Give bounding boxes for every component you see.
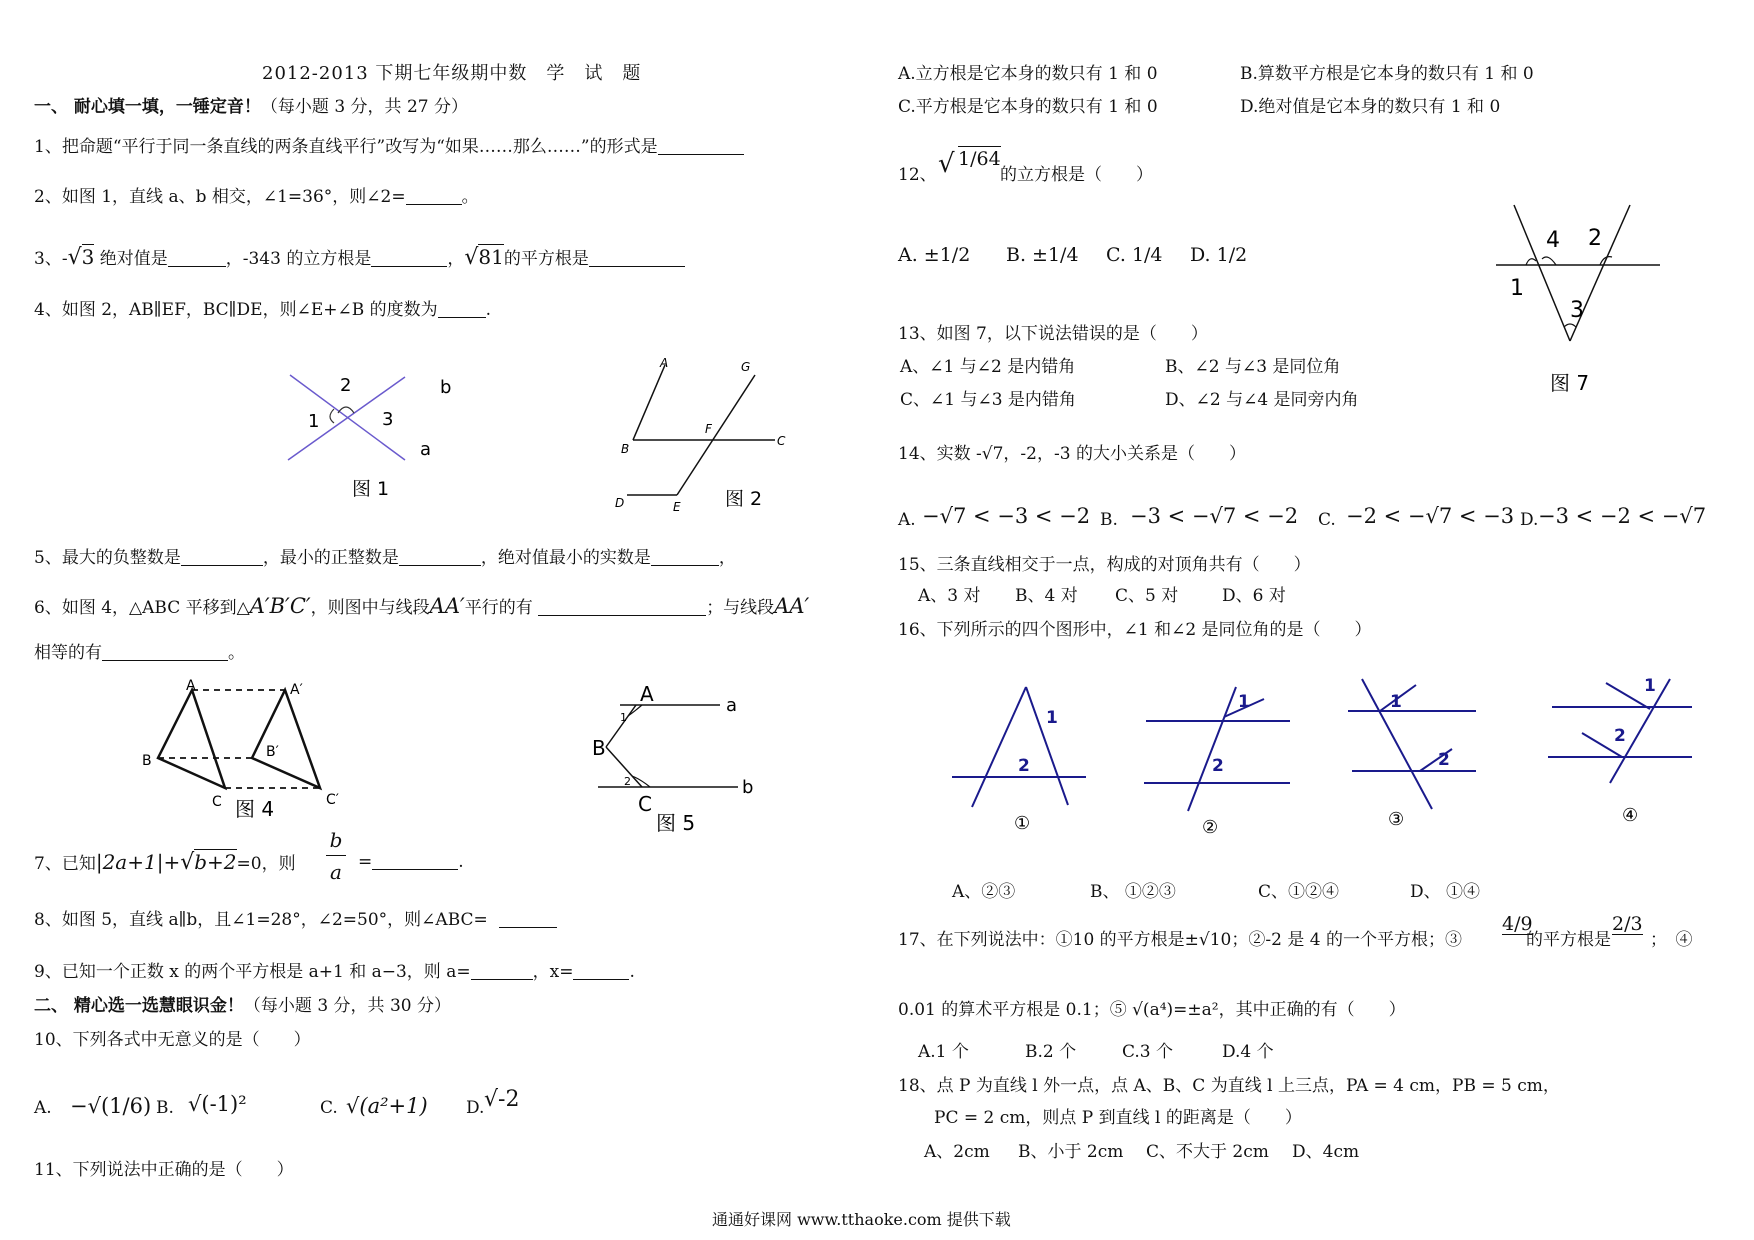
label-A: A <box>640 682 654 706</box>
q10-option-a-label: A. <box>34 1098 52 1118</box>
question-8 <box>34 910 557 930</box>
answer-blank <box>651 549 719 566</box>
question-13-stem: 13、如图 7，以下说法错误的是（ ） <box>898 324 1208 344</box>
q13-option-a: A、∠1 与∠2 是内错角 <box>900 357 1076 377</box>
q10-option-b-label: B. <box>156 1098 174 1118</box>
fraction: 4/9 <box>1502 913 1533 935</box>
fraction: 2/3 <box>1612 913 1643 935</box>
question-2-text: 2、如图 1，直线 a、b 相交，∠1=36°，则∠2= <box>34 187 406 207</box>
q17-option-d: D.4 个 <box>1222 1042 1274 1062</box>
q14-option-c-expr: −2 < −√7 < −3 <box>1346 504 1515 528</box>
q14-option-d-expr: −3 < −2 < −√7 <box>1538 504 1707 528</box>
question-7-part: =0，则 <box>236 854 296 874</box>
label-2: 2 <box>1018 756 1030 776</box>
q10-option-d-expr: √-2 <box>484 1087 520 1112</box>
question-4-text: 4、如图 2，AB∥EF，BC∥DE，则∠E+∠B 的度数为 <box>34 300 438 320</box>
answer-blank <box>399 549 481 566</box>
line <box>1026 687 1068 805</box>
q11-option-b: B.算数平方根是它本身的数只有 1 和 0 <box>1240 64 1534 84</box>
label-F: F <box>705 422 712 436</box>
label-B-prime: B′ <box>266 744 279 760</box>
label-a: a <box>420 439 432 460</box>
q10-option-c-label: C. <box>320 1098 338 1118</box>
label-E: E <box>673 500 681 514</box>
label-2: 2 <box>1438 750 1450 770</box>
q11-option-c: C.平方根是它本身的数只有 1 和 0 <box>898 97 1158 117</box>
label-B: B <box>621 442 630 456</box>
q15-option-c: C、5 对 <box>1115 586 1179 606</box>
sqrt-sign: √ <box>464 245 479 270</box>
q15-option-d: D、6 对 <box>1222 586 1286 606</box>
question-17-part: ； ④ <box>1650 930 1693 950</box>
question-14-stem: 14、实数 -√7，-2，-3 的大小关系是（ ） <box>898 444 1246 464</box>
section-2-note: （每小题 3 分，共 30 分） <box>243 996 451 1016</box>
label-C-prime: C′ <box>326 792 339 808</box>
question-3-part: ，-343 的立方根是 <box>225 249 372 269</box>
label-3: 3 <box>1570 298 1584 323</box>
sqrt-sign: √ <box>938 149 955 179</box>
angle-4-arc <box>1542 257 1556 265</box>
label-a: a <box>726 695 738 716</box>
figure-7 <box>1490 195 1680 400</box>
answer-blank <box>499 911 557 928</box>
q15-option-a: A、3 对 <box>918 586 981 606</box>
question-6-part: 相等的有 <box>34 643 102 663</box>
figure-2 <box>605 355 805 520</box>
question-5 <box>34 548 736 568</box>
question-1-text: 1、把命题“平行于同一条直线的两条直线平行”改写为“如果……那么……”的形式是 <box>34 137 658 157</box>
label-C: C <box>212 794 222 810</box>
left-line <box>1514 205 1570 341</box>
answer-blank <box>438 301 486 318</box>
question-9-part: 9、已知一个正数 x 的两个平方根是 a+1 和 a−3，则 a= <box>34 962 471 982</box>
answer-blank <box>371 250 447 267</box>
label-b: b <box>742 777 754 798</box>
question-3-part: 3、- <box>34 249 68 269</box>
radicand: 3 <box>81 245 95 269</box>
question-4: 4、如图 2，AB∥EF，BC∥DE，则∠E+∠B 的度数为 . <box>34 300 492 320</box>
q15-option-b: B、4 对 <box>1015 586 1078 606</box>
label-2: 2 <box>1212 756 1224 776</box>
question-6-part: 平行的有 <box>464 598 533 618</box>
question-5-part: ，最小的正整数是 <box>262 548 399 568</box>
figure-4 <box>140 680 380 820</box>
q14-option-b-label: B. <box>1100 510 1118 530</box>
question-1 <box>34 137 744 157</box>
q12-option-d: D. 1/2 <box>1190 244 1248 266</box>
label-1: 1 <box>620 711 627 724</box>
label-A-prime: A′ <box>290 682 303 698</box>
q16-option-d: D、 ①④ <box>1410 882 1481 902</box>
question-8-text: 8、如图 5，直线 a∥b，且∠1=28°，∠2=50°，则∠ABC= <box>34 910 488 930</box>
section-1-note: （每小题 3 分，共 27 分） <box>260 97 468 117</box>
caption-1: ① <box>1014 813 1031 834</box>
subfigure-1 <box>952 687 1086 834</box>
label-2: 2 <box>340 375 352 396</box>
question-9-part: ，x= <box>532 962 574 982</box>
question-3-part: ， <box>447 249 465 269</box>
figure-7-caption: 图 7 <box>1550 371 1590 395</box>
figure-5 <box>580 675 780 840</box>
q16-option-b: B、 ①②③ <box>1090 882 1176 902</box>
sqrt-sign: √ <box>180 850 195 875</box>
question-3 <box>34 247 685 269</box>
question-9 <box>34 962 635 982</box>
label-B: B <box>142 753 152 769</box>
subfigure-2 <box>1144 687 1290 838</box>
question-5-part: 5、最大的负整数是 <box>34 548 181 568</box>
q13-option-c: C、∠1 与∠3 是内错角 <box>900 390 1076 410</box>
math-expr: |2a+1| <box>95 850 164 874</box>
question-10-stem: 10、下列各式中无意义的是（ ） <box>34 1030 311 1050</box>
math-expr: AA′ <box>429 594 465 618</box>
caption-4: ④ <box>1622 805 1639 826</box>
question-7-answer: = . <box>358 852 464 872</box>
section-2-title: 二、 精心选一选慧眼识金！ <box>34 996 244 1016</box>
question-17-part: 17、在下列说法中：①10 的平方根是±√10；②-2 是 4 的一个平方根；③ <box>898 930 1462 950</box>
q11-option-a: A.立方根是它本身的数只有 1 和 0 <box>898 64 1158 84</box>
q13-option-d: D、∠2 与∠4 是同旁内角 <box>1165 390 1359 410</box>
q17-option-a: A.1 个 <box>918 1042 969 1062</box>
question-6 <box>34 596 809 618</box>
question-9-part: . <box>629 962 635 982</box>
question-16-stem: 16、下列所示的四个图形中，∠1 和∠2 是同位角的是（ ） <box>898 620 1372 640</box>
label-3: 3 <box>382 409 394 430</box>
radicand: 81 <box>478 245 504 269</box>
q18-option-b: B、小于 2cm <box>1018 1142 1124 1162</box>
q12-option-b: B. ±1/4 <box>1006 244 1079 266</box>
question-17-part: 的平方根是 <box>1526 930 1611 950</box>
figure-1 <box>270 365 470 505</box>
question-7-part: = <box>358 852 373 872</box>
section-1-heading <box>34 97 468 117</box>
question-5-part: ，绝对值最小的实数是 <box>480 548 651 568</box>
label-D: D <box>615 496 625 510</box>
label-1: 1 <box>1238 692 1250 712</box>
caption-2: ② <box>1202 817 1219 838</box>
label-1: 1 <box>1510 276 1524 301</box>
answer-blank <box>168 250 226 267</box>
q16-option-c: C、①②④ <box>1258 882 1340 902</box>
q14-option-c-label: C. <box>1318 510 1336 530</box>
question-12-label: 12、 <box>898 165 937 185</box>
question-15-stem: 15、三条直线相交于一点，构成的对顶角共有（ ） <box>898 555 1311 575</box>
question-17 <box>898 930 1462 950</box>
q14-option-d-label: D. <box>1520 510 1539 530</box>
figure-4-caption: 图 4 <box>235 797 275 821</box>
triangle-a2b2c2 <box>252 690 320 788</box>
label-2: 2 <box>1614 726 1626 746</box>
question-6-part: 。 <box>228 643 245 663</box>
q14-option-a-label: A. <box>898 510 916 530</box>
q10-option-b-expr: √(-1)² <box>188 1092 247 1116</box>
fraction-numerator: b <box>329 828 343 852</box>
fraction-bar <box>326 855 346 856</box>
page-title: 2012-2013 下期七年级期中数 学 试 题 <box>262 63 642 84</box>
question-12-text: 的立方根是（ ） <box>1000 165 1153 185</box>
question-6-part: ；与线段 <box>706 598 775 618</box>
question-6-part: ，则图中与线段 <box>310 598 430 618</box>
label-A: A <box>186 678 196 694</box>
q10-option-a-expr: −√(1/6) <box>70 1094 152 1118</box>
label-G: G <box>741 360 751 374</box>
triangle-abc <box>158 690 225 788</box>
caption-3: ③ <box>1388 809 1405 830</box>
answer-blank <box>573 963 629 980</box>
q18-option-a: A、2cm <box>924 1142 990 1162</box>
answer-blank <box>538 599 706 616</box>
q17-option-b: B.2 个 <box>1025 1042 1077 1062</box>
figure-2-caption: 图 2 <box>725 488 763 510</box>
label-1: 1 <box>1390 692 1402 712</box>
angle-arc <box>330 409 334 423</box>
label-1: 1 <box>308 411 320 432</box>
answer-blank <box>372 853 458 870</box>
question-7-part: 7、已知 <box>34 854 96 874</box>
q10-option-c-expr: √(a²+1) <box>346 1094 428 1118</box>
answer-blank <box>471 963 533 980</box>
question-18-line2: PC = 2 cm，则点 P 到直线 l 的距离是（ ） <box>934 1108 1302 1128</box>
line-ge <box>677 375 755 495</box>
q12-option-a: A. ±1/2 <box>898 244 971 266</box>
math-expr: A′B′C′ <box>249 594 311 618</box>
label-2: 2 <box>624 775 631 788</box>
angle-1-arc <box>1526 259 1536 265</box>
q13-option-b: B、∠2 与∠3 是同位角 <box>1165 357 1341 377</box>
q12-option-c: C. 1/4 <box>1106 244 1163 266</box>
label-1: 1 <box>1644 676 1656 696</box>
label-A: A <box>660 356 669 370</box>
question-2: 2、如图 1，直线 a、b 相交，∠1=36°，则∠2= 。 <box>34 187 479 207</box>
question-7 <box>34 848 296 878</box>
q18-option-d: D、4cm <box>1292 1142 1360 1162</box>
math-expr: + <box>163 850 181 874</box>
q14-option-a-expr: −√7 < −3 < −2 <box>922 504 1091 528</box>
q11-option-d: D.绝对值是它本身的数只有 1 和 0 <box>1240 97 1501 117</box>
line <box>1188 687 1236 811</box>
q14-option-b-expr: −3 < −√7 < −2 <box>1130 504 1299 528</box>
label-1: 1 <box>1046 708 1058 728</box>
sqrt-sign: √ <box>67 245 82 270</box>
question-11-stem: 11、下列说法中正确的是（ ） <box>34 1160 294 1180</box>
label-C: C <box>638 792 652 816</box>
question-6-part: 6、如图 4，△ABC 平移到△ <box>34 598 250 618</box>
question-18-line1: 18、点 P 为直线 l 外一点，点 A、B、C 为直线 l 上三点，PA = 4 cm，PB = 5 cm， <box>898 1076 1560 1096</box>
label-C: C <box>777 434 786 448</box>
question-6-line2 <box>34 643 245 663</box>
question-3-part: 绝对值是 <box>99 249 168 269</box>
section-2-heading <box>34 996 451 1016</box>
label-2: 2 <box>1588 226 1602 251</box>
label-4: 4 <box>1546 228 1560 253</box>
figure-1-caption: 图 1 <box>352 478 390 500</box>
footer-text: 通通好课网 www.tthaoke.com 提供下载 <box>712 1210 1011 1229</box>
line <box>972 687 1026 807</box>
answer-blank <box>658 138 744 155</box>
answer-blank <box>589 250 685 267</box>
question-17-line2: 0.01 的算术平方根是 0.1；⑤ √(a⁴)=±a²，其中正确的有（ ） <box>898 1000 1406 1020</box>
question-3-part: 的平方根是 <box>503 249 589 269</box>
q18-option-c: C、不大于 2cm <box>1146 1142 1269 1162</box>
subfigure-3 <box>1348 679 1476 830</box>
line-ab <box>633 365 665 440</box>
figure-16 <box>950 675 1700 845</box>
math-expr: AA′ <box>774 594 810 618</box>
q17-option-c: C.3 个 <box>1122 1042 1174 1062</box>
radicand: b+2 <box>194 850 237 874</box>
subfigure-4 <box>1548 676 1692 826</box>
fraction-denominator: a <box>330 860 342 884</box>
answer-blank <box>181 549 263 566</box>
label-b: b <box>440 377 452 398</box>
answer-blank <box>406 188 462 205</box>
radicand-fraction: 1/64 <box>958 148 1001 170</box>
question-5-part: ， <box>718 548 736 568</box>
q16-option-a: A、②③ <box>952 882 1016 902</box>
figure-5-caption: 图 5 <box>656 811 696 835</box>
section-1-title: 一、 耐心填一填，一锤定音！ <box>34 97 261 117</box>
q10-option-d-label: D. <box>466 1098 485 1118</box>
angle-3-arc <box>1564 324 1576 327</box>
answer-blank <box>102 644 228 661</box>
label-B: B <box>592 736 606 760</box>
